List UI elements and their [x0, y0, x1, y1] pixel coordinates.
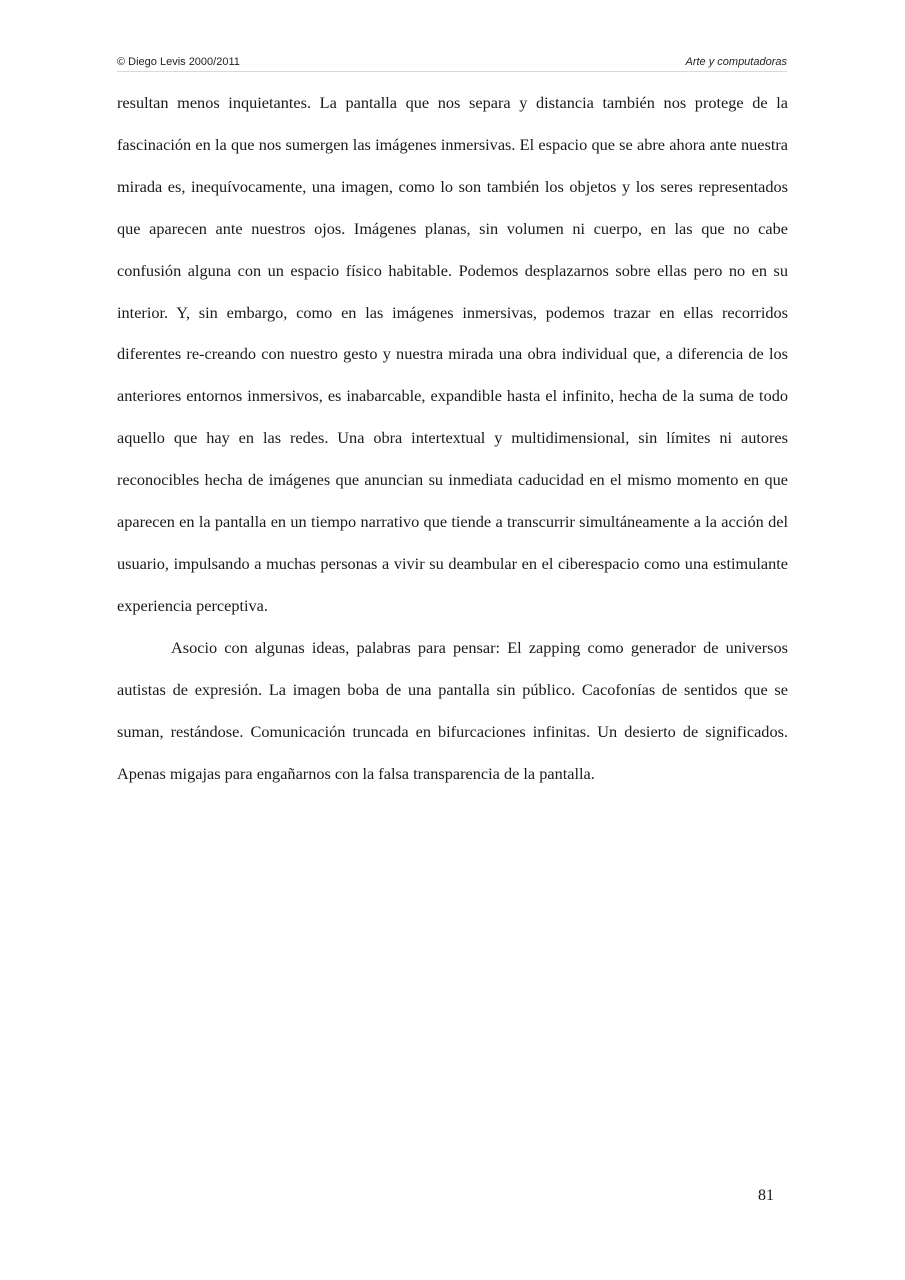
header-copyright: © Diego Levis 2000/2011	[117, 56, 240, 68]
paragraph-asocio: Asocio con algunas ideas, palabras para pensar: El zapping como generador de universos autistas de expresión. La imagen boba de una pantalla sin público. Cacofonías de sentidos que se suman, restándose. Comunicación truncada en bifurcaciones infinitas. Un desierto de significados. Apenas migajas para engañarnos con la falsa transparencia de la pantalla.	[117, 637, 788, 783]
header-title: Arte y computadoras	[685, 56, 787, 68]
page-number: 81	[758, 1187, 774, 1204]
paragraph-continuation: resultan menos inquietantes. La pantalla que nos separa y distancia también nos protege de la fascinación en la que nos sumergen las imágenes inmersivas. El espacio que se abre ahora ante nuestra mirada es, inequívocamente, una imagen, como lo son también los objetos y los seres representados que aparecen ante nuestros ojos. Imágenes planas, sin volumen ni cuerpo, en las que no cabe confusión alguna con un espacio físico habitable. Podemos desplazarnos sobre ellas pero no en su interior. Y, sin embargo, como en las imágenes inmersivas, podemos trazar en ellas recorridos diferentes re-creando con nuestro gesto y nuestra mirada una obra individual que, a diferencia de los anteriores entornos inmersivos, es inabarcable, expandible hasta el infinito, hecha de la suma de todo aquello que hay en las redes. Una obra intertextual y multidimensional, sin límites ni autores reconocibles hecha de imágenes que anuncian su inmediata caducidad en el mismo momento en que aparecen en la pantalla en un tiempo narrativo que tiende a transcurrir simultáneamente a la acción del usuario, impulsando a muchas personas a vivir su deambular en el ciberespacio como una estimulante experiencia perceptiva.	[117, 93, 788, 615]
page-header	[117, 55, 787, 72]
body-text	[117, 82, 788, 794]
